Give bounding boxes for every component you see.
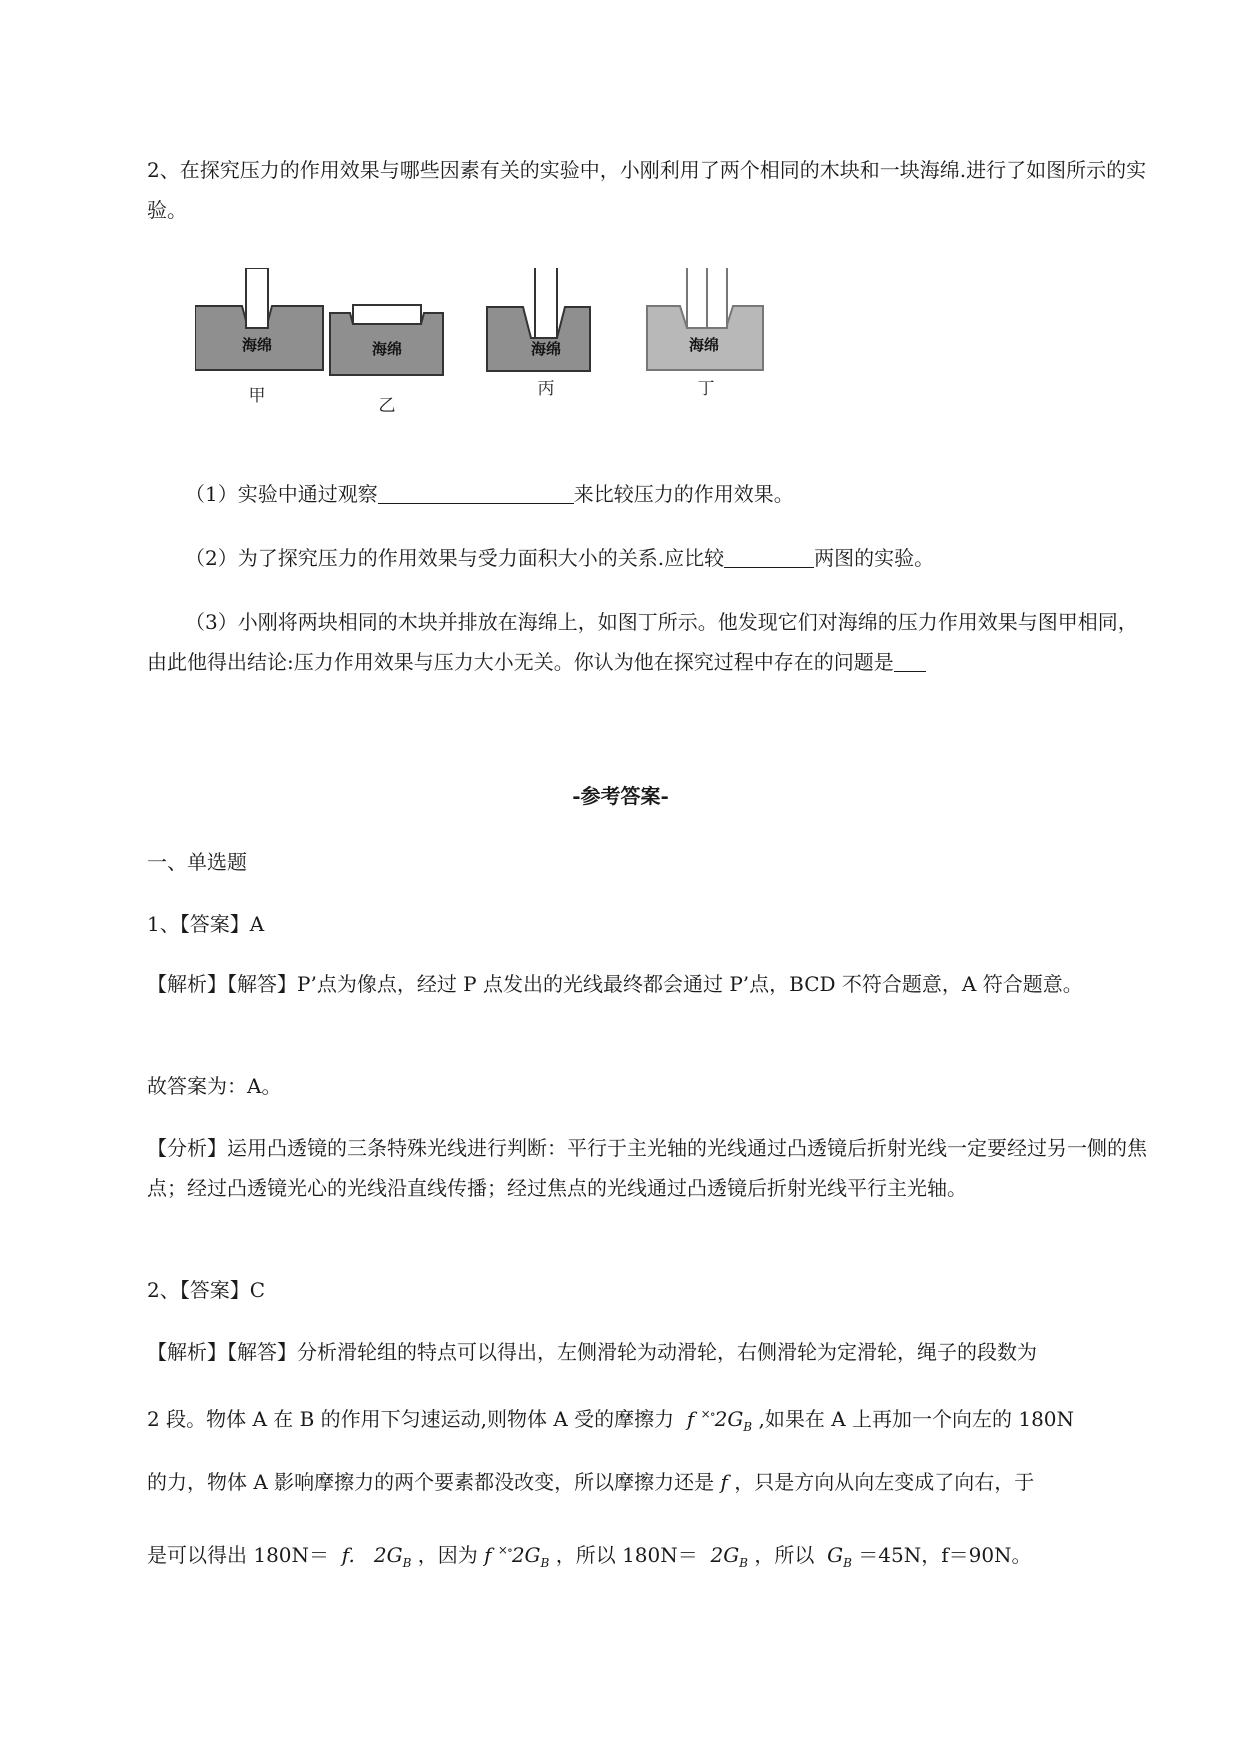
answer-2-line-2: 2 段。物体 A 在 B 的作用下匀速运动,则物体 A 受的摩擦力 f $^{\times\circ}2G_B$ ,如果在 A 上再加一个向左的 180N — [147, 1407, 1075, 1434]
caption-yi: 乙 — [378, 396, 396, 416]
caption-ding: 丁 — [697, 379, 715, 399]
panel-yi — [330, 305, 443, 416]
sponge-label: 海绵 — [688, 336, 720, 354]
answer-1-conclusion: 故答案为：A。 — [147, 1074, 282, 1098]
formula: f $^{\times\circ}2G_B$ — [686, 1407, 753, 1434]
formula: f. — [341, 1543, 355, 1567]
caption-jia: 甲 — [248, 386, 266, 406]
answer-blank-1[interactable] — [378, 481, 574, 504]
question-intro: 2、在探究压力的作用效果与哪些因素有关的实验中，小刚利用了两个相同的木块和一块海绵.进行了如图所示的实验。 — [147, 158, 1147, 222]
sponge-label: 海绵 — [530, 340, 562, 358]
section-title: 一、单选题 — [147, 850, 247, 874]
answer-blank-3[interactable] — [894, 649, 926, 672]
answer-2-line-1: 【解析】【解答】分析滑轮组的特点可以得出，左侧滑轮为动滑轮，右侧滑轮为定滑轮，绳子的段数为 — [147, 1340, 1037, 1364]
answer-2-line-4: 是可以得出 180N＝ f. $2G_B$ ，因为 f $^{\times\circ}2G_B$ ，所以 $180N= 2G_B$ ，所以 $G_B =45N$，f＝90N。 — [147, 1543, 1032, 1570]
answer-1-label: 1、【答案】A — [147, 912, 265, 936]
experiment-figure — [195, 268, 875, 448]
caption-bing: 丙 — [537, 379, 555, 399]
formula: f $^{\times\circ}2G_B$ — [484, 1543, 550, 1570]
answer-key-heading: -参考答案- — [572, 784, 669, 808]
formula: $2G_B$ — [710, 1543, 748, 1570]
answer-2-line-3: 的力，物体 A 影响摩擦力的两个要素都没改变，所以摩擦力还是 f ，只是方向从向左变成了向右，于 — [147, 1470, 1035, 1494]
formula: f — [720, 1470, 728, 1494]
answer-1-analysis: 【解析】【解答】P’点为像点，经过 P 点发出的光线最终都会通过 P’点，BCD 不符合题意，A 符合题意。 — [147, 972, 1083, 996]
answer-2-label: 2、【答案】C — [147, 1278, 266, 1302]
formula: $G_B$ — [827, 1543, 852, 1570]
sponge-label: 海绵 — [241, 336, 273, 354]
panel-jia — [195, 268, 323, 406]
subquestion-1: （1）实验中通过观察 来比较压力的作用效果。 — [185, 482, 794, 506]
answer-1-note: 【分析】运用凸透镜的三条特殊光线进行判断：平行于主光轴的光线通过凸透镜后折射光线一定要经过另一侧的焦点；经过凸透镜光心的光线沿直线传播；经过焦点的光线通过凸透镜后折射光线平行主光轴。 — [147, 1136, 1147, 1200]
formula: $2G_B$ — [373, 1543, 412, 1570]
panel-ding — [647, 268, 763, 399]
panel-bing — [487, 268, 590, 399]
answer-blank-2[interactable] — [724, 545, 814, 568]
subquestion-2: （2）为了探究压力的作用效果与受力面积大小的关系.应比较 两图的实验。 — [185, 546, 935, 570]
subquestion-3: （3）小刚将两块相同的木块并排放在海绵上，如图丁所示。他发现它们对海绵的压力作用效果与图甲相同，由此他得出结论:压力作用效果与压力大小无关。你认为他在探究过程中存在的问题是 — [147, 610, 1138, 674]
sponge-label: 海绵 — [371, 340, 403, 358]
